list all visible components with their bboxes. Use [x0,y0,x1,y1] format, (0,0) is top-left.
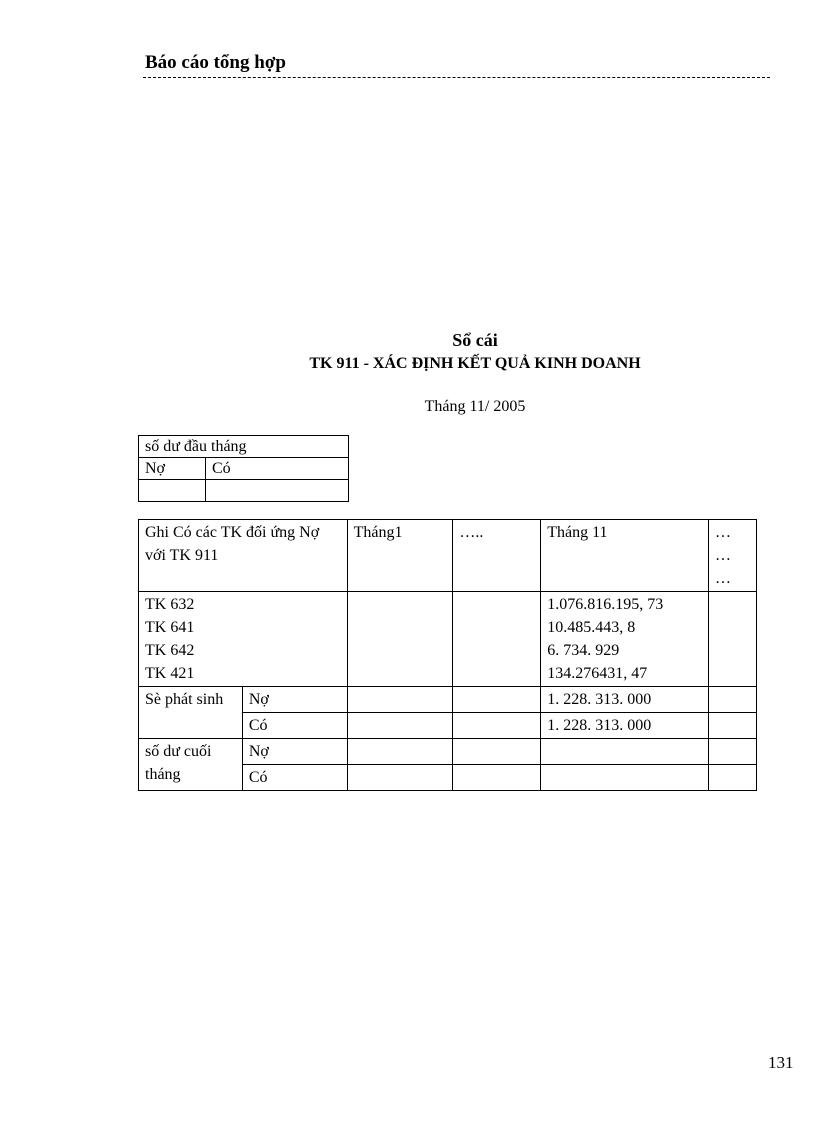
arising-credit-label: Có [242,713,347,739]
account-name: TK 421 [145,665,195,682]
ellipsis-text: … [715,570,732,587]
ellipsis-text: … [715,547,732,564]
month1-cell [347,687,453,713]
arising-credit-value: 1. 228. 313. 000 [541,713,709,739]
ledger-table [138,519,757,791]
account-value: 6. 734. 929 [547,642,620,659]
opening-credit-value [206,480,349,502]
month1-header: Tháng1 [347,520,453,592]
ledger-title: Sổ cái [452,330,498,350]
closing-credit-label: Có [242,765,347,791]
account-names [139,592,348,687]
month1-cell [347,739,453,765]
contra-account-header: Ghi Có các TK đối ứng Nợ với TK 911 [139,520,348,592]
account-name: TK 632 [145,596,195,613]
table-header-row [139,520,757,592]
opening-debit-value [139,480,206,502]
dots-header: ….. [453,520,541,592]
dots-cell [453,713,541,739]
dots-cell [453,687,541,713]
account-name: TK 642 [145,642,195,659]
more-months-cell [709,739,757,765]
ledger-period: Tháng 11/ 2005 [424,398,526,415]
dots-cell [453,739,541,765]
closing-label: số dư cuối tháng [139,739,243,791]
dots-cell [453,592,541,687]
month1-cell [347,765,453,791]
month11-header: Tháng 11 [541,520,709,592]
opening-debit-header: Nợ [139,458,206,480]
header-divider [143,77,770,78]
header-title: Báo cáo tổng hợp [145,52,286,73]
opening-credit-header: Có [206,458,349,480]
page-number: 131 [768,1053,794,1072]
more-months-cell [709,687,757,713]
more-months-cell [709,592,757,687]
arising-debit-row [139,687,757,713]
account-name: TK 641 [145,619,195,636]
arising-debit-label: Nợ [242,687,347,713]
accounts-row [139,592,757,687]
ellipsis-text: … [715,524,732,541]
dots-cell [453,765,541,791]
arising-debit-value: 1. 228. 313. 000 [541,687,709,713]
more-months-cell [709,713,757,739]
account-values [541,592,709,687]
arising-label: Sè phát sinh [139,687,243,739]
opening-balance-table [138,435,349,502]
opening-balance-label: số dư đầu tháng [139,436,349,458]
closing-debit-row [139,739,757,765]
more-months-cell [709,765,757,791]
closing-debit-value [541,739,709,765]
account-value: 134.276431, 47 [547,665,648,682]
month1-cell [347,592,453,687]
account-value: 1.076.816.195, 73 [547,596,664,613]
more-months-header [709,520,757,592]
closing-debit-label: Nợ [242,739,347,765]
ledger-subtitle: TK 911 - XÁC ĐỊNH KẾT QUẢ KINH DOANH [309,355,641,372]
month1-cell [347,713,453,739]
account-value: 10.485.443, 8 [547,619,636,636]
closing-credit-value [541,765,709,791]
